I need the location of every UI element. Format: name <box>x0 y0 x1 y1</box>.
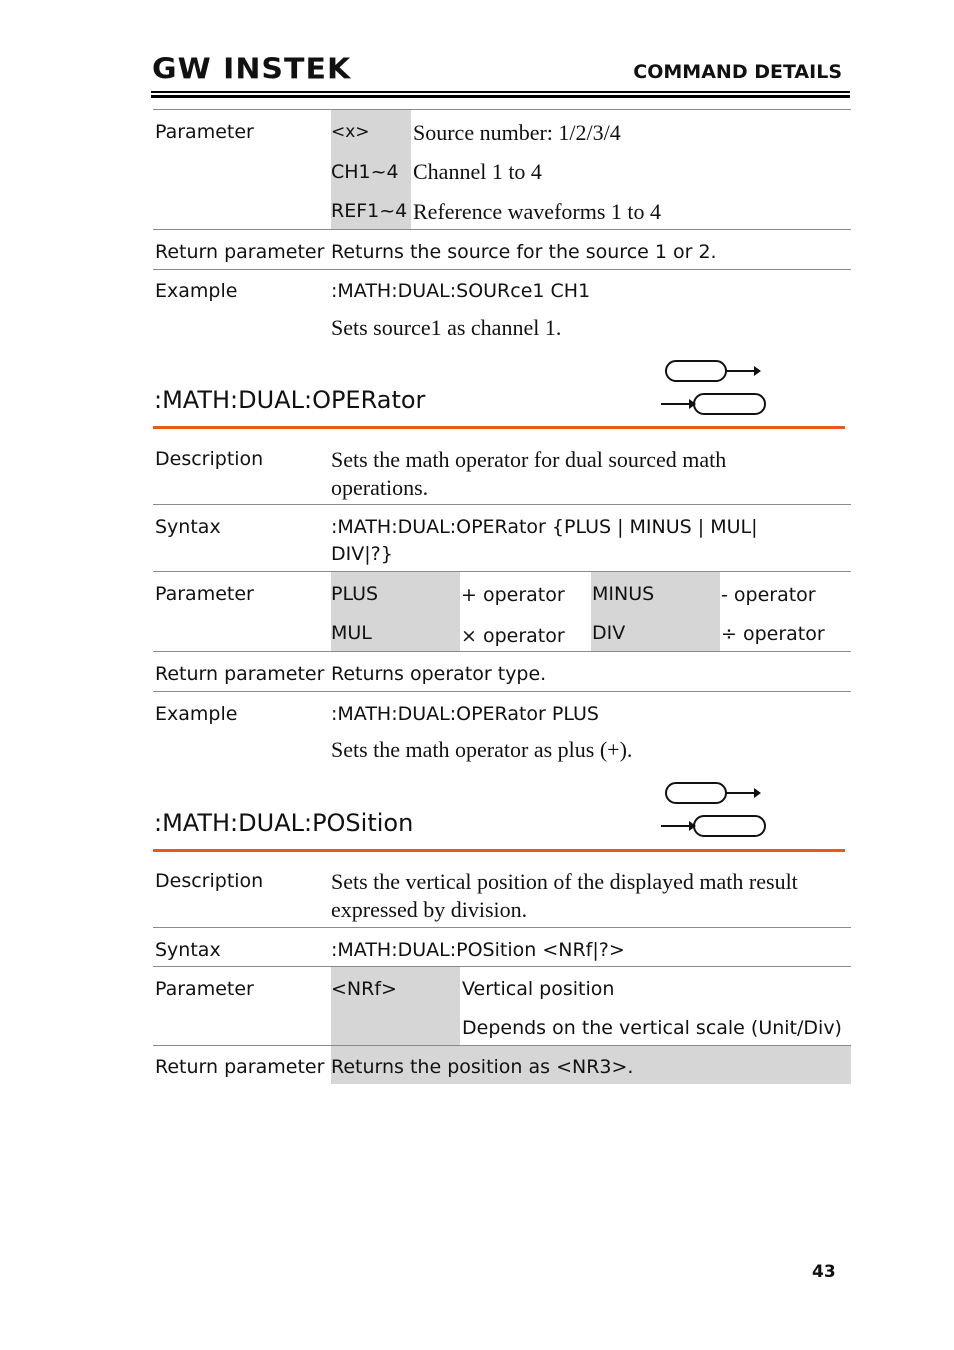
gw-instek-logo: GW INSTEK <box>152 52 352 87</box>
example-label: Example <box>155 703 238 725</box>
param-desc: Channel 1 to 4 <box>413 159 542 184</box>
table-divider <box>153 504 851 505</box>
param-name: MUL <box>331 622 372 644</box>
section-rule <box>153 426 845 429</box>
return-value: Returns the source for the source 1 or 2. <box>331 241 717 263</box>
return-value: Returns the position as <NR3>. <box>331 1056 634 1078</box>
header-title: COMMAND DETAILS <box>633 61 842 83</box>
param-desc: ÷ operator <box>721 623 825 645</box>
syntax-label: Syntax <box>155 939 221 961</box>
example-description: Sets the math operator as plus (+). <box>331 737 633 762</box>
set-query-command-icon <box>658 358 768 418</box>
parameter-label: Parameter <box>155 583 254 605</box>
table-divider <box>153 269 851 270</box>
return-value: Returns operator type. <box>331 663 547 685</box>
page-number: 43 <box>812 1262 836 1282</box>
param-name: DIV <box>592 622 626 644</box>
description-text: Sets the math operator for dual sourced math operations. <box>331 447 727 500</box>
table-divider <box>153 966 851 967</box>
example-command: :MATH:DUAL:SOURce1 CH1 <box>331 280 591 302</box>
param-name: REF1~4 <box>331 200 408 222</box>
param-desc: - operator <box>721 584 816 606</box>
table-divider <box>153 229 851 230</box>
section-title: :MATH:DUAL:POSition <box>154 809 414 837</box>
param-name: CH1~4 <box>331 161 399 183</box>
example-description: Sets source1 as channel 1. <box>331 315 562 340</box>
param-name: MINUS <box>592 583 655 605</box>
header-rule-thick <box>151 95 850 98</box>
param-name: PLUS <box>331 583 379 605</box>
table-divider <box>153 691 851 692</box>
section-rule <box>153 849 845 852</box>
example-label: Example <box>155 280 238 302</box>
syntax-line: DIV|?} <box>331 543 393 565</box>
param-desc: Depends on the vertical scale (Unit/Div) <box>462 1017 842 1039</box>
param-name: <NRf> <box>331 978 397 1000</box>
parameter-label: Parameter <box>155 121 254 143</box>
return-parameter-label: Return parameter <box>155 663 325 685</box>
syntax-label: Syntax <box>155 516 221 538</box>
table-divider <box>153 651 851 652</box>
description-text: Sets the vertical position of the displayed math result expressed by division. <box>331 869 798 922</box>
return-parameter-label: Return parameter <box>155 241 325 263</box>
set-query-command-icon <box>658 780 768 840</box>
syntax-line: :MATH:DUAL:OPERator {PLUS | MINUS | MUL| <box>331 516 758 538</box>
param-desc: Vertical position <box>462 978 615 1000</box>
param-desc: × operator <box>461 625 565 647</box>
param-desc: Reference waveforms 1 to 4 <box>413 199 662 224</box>
table-divider <box>153 927 851 928</box>
header-rule <box>151 91 850 93</box>
syntax-line: :MATH:DUAL:POSition <NRf|?> <box>331 939 625 961</box>
example-command: :MATH:DUAL:OPERator PLUS <box>331 703 599 725</box>
description-label: Description <box>155 870 264 892</box>
table-divider <box>153 109 851 110</box>
return-parameter-label: Return parameter <box>155 1056 325 1078</box>
table-divider <box>153 571 851 572</box>
param-desc: + operator <box>461 584 565 606</box>
description-label: Description <box>155 448 264 470</box>
param-desc: Source number: 1/2/3/4 <box>413 120 621 145</box>
section-title: :MATH:DUAL:OPERator <box>154 386 426 414</box>
param-name: <x> <box>331 122 370 142</box>
parameter-label: Parameter <box>155 978 254 1000</box>
